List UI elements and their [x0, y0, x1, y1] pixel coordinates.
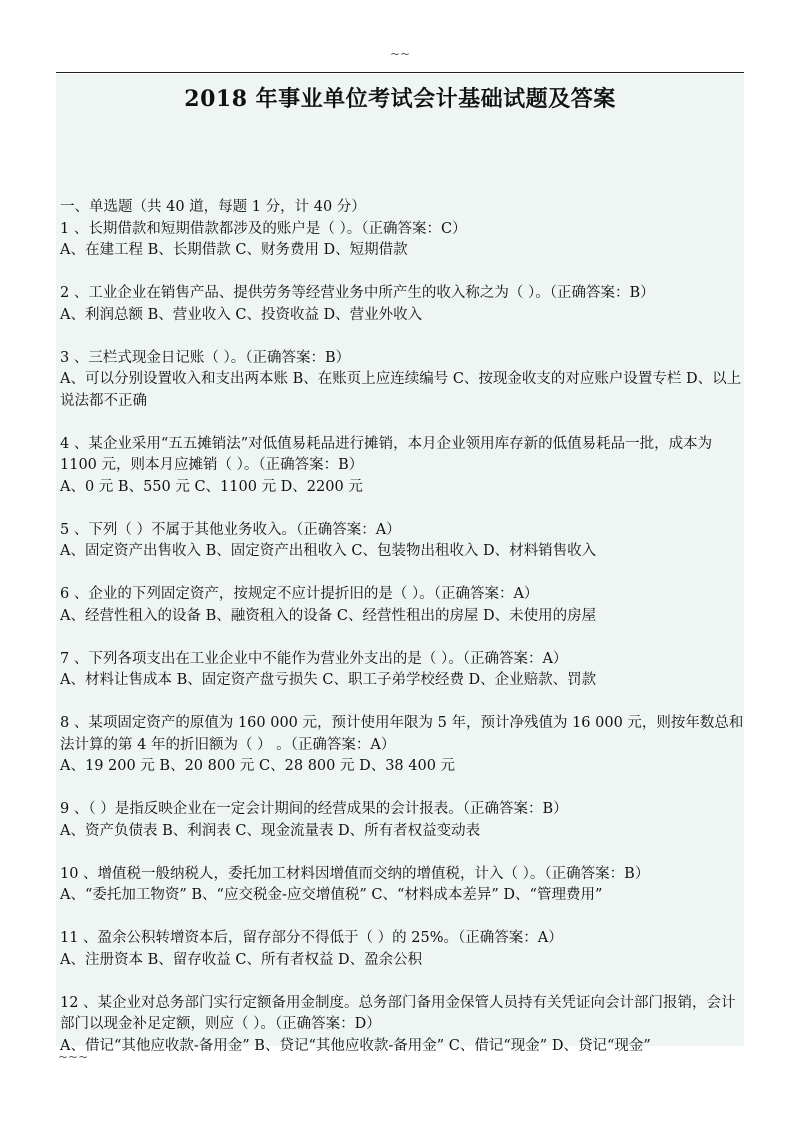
- question-options: A、借记“其他应收款-备用金” B、贷记“其他应收款-备用金” C、借记“现金” D、贷记“现金”: [60, 1037, 651, 1054]
- footer-mark: ~~~: [58, 1050, 89, 1064]
- question-item: [60, 219, 744, 262]
- question-item: [60, 993, 744, 1058]
- question-list: [60, 197, 744, 1079]
- question-item: [60, 283, 744, 326]
- question-stem: 5 、下列（ ）不属于其他业务收入。（正确答案：A）: [60, 521, 401, 538]
- question-item: [60, 864, 744, 907]
- question-item: [60, 799, 744, 842]
- question-stem: 3 、三栏式现金日记账（ ）。（正确答案：B）: [60, 349, 351, 366]
- question-stem: 8 、某项固定资产的原值为 160 000 元，预计使用年限为 5 年，预计净残值为 16 000 元，则按年数总和法计算的第 4 年的折旧额为（ ） 。（正确答案：A）: [60, 715, 744, 753]
- question-options: A、利润总额 B、营业收入 C、投资收益 D、营业外收入: [60, 306, 423, 323]
- section-heading: 一、单选题（共 40 道，每题 1 分，计 40 分）: [60, 199, 366, 215]
- header-mark: ~~: [389, 47, 411, 61]
- question-options: A、经营性租入的设备 B、融资租入的设备 C、经营性租出的房屋 D、未使用的房屋: [60, 607, 597, 624]
- question-item: [60, 713, 744, 778]
- question-stem: 10 、增值税一般纳税人，委托加工材料因增值而交纳的增值税，计入（ ）。（正确答案：B）: [60, 865, 650, 882]
- question-item: [60, 928, 744, 971]
- question-stem: 6 、企业的下列固定资产，按规定不应计提折旧的是（ ）。（正确答案：A）: [60, 586, 539, 602]
- question-stem: 12 、某企业对总务部门实行定额备用金制度。总务部门备用金保管人员持有关凭证向会计部门报销，会计部门以现金补足定额，则应（ ）。（正确答案：D）: [60, 994, 736, 1032]
- question-stem: 4 、某企业采用“五五摊销法”对低值易耗品进行摊销，本月企业领用库存新的低值易耗品一批，成本为 1100 元，则本月应摊销（ ）。（正确答案：B）: [60, 435, 713, 473]
- question-options: A、固定资产出售收入 B、固定资产出租收入 C、包装物出租收入 D、材料销售收入: [60, 543, 597, 559]
- question-item: [60, 434, 744, 499]
- header-rule: [56, 72, 744, 73]
- question-options: A、资产负债表 B、利润表 C、现金流量表 D、所有者权益变动表: [60, 822, 481, 839]
- question-options: A、在建工程 B、长期借款 C、财务费用 D、短期借款: [60, 242, 408, 258]
- question-stem: 9 、（ ）是指反映企业在一定会计期间的经营成果的会计报表。（正确答案：B）: [60, 801, 568, 817]
- page-title: 2018 年事业单位考试会计基础试题及答案: [184, 86, 616, 112]
- question-options: A、可以分别设置收入和支出两本账 B、在账页上应连续编号 C、按现金收支的对应账户设置专栏 D、以上说法都不正确: [60, 371, 742, 409]
- question-item: [60, 348, 744, 413]
- question-options: A、注册资本 B、留存收益 C、所有者权益 D、盈余公积: [60, 951, 423, 968]
- question-item: [60, 520, 744, 563]
- question-options: A、“委托加工物资” B、“应交税金-应交增值税” C、“材料成本差异” D、“管理费用”: [60, 887, 603, 903]
- question-item: [60, 584, 744, 627]
- question-options: A、材料让售成本 B、固定资产盘亏损失 C、职工子弟学校经费 D、企业赔款、罚款: [60, 672, 597, 688]
- question-options: A、0 元 B、550 元 C、1100 元 D、2200 元: [60, 478, 363, 495]
- question-stem: 1 、长期借款和短期借款都涉及的账户是（ ）。（正确答案：C）: [60, 220, 467, 237]
- question-stem: 2 、工业企业在销售产品、提供劳务等经营业务中所产生的收入称之为（ ）。（正确答案：B）: [60, 285, 655, 301]
- question-stem: 11 、盈余公积转增资本后，留存部分不得低于（ ）的 25%。（正确答案：A）: [60, 930, 563, 946]
- question-item: [60, 649, 744, 692]
- question-options: A、19 200 元 B、20 800 元 C、28 800 元 D、38 400 元: [60, 758, 456, 774]
- question-stem: 7 、下列各项支出在工业企业中不能作为营业外支出的是（ ）。（正确答案：A）: [60, 650, 568, 667]
